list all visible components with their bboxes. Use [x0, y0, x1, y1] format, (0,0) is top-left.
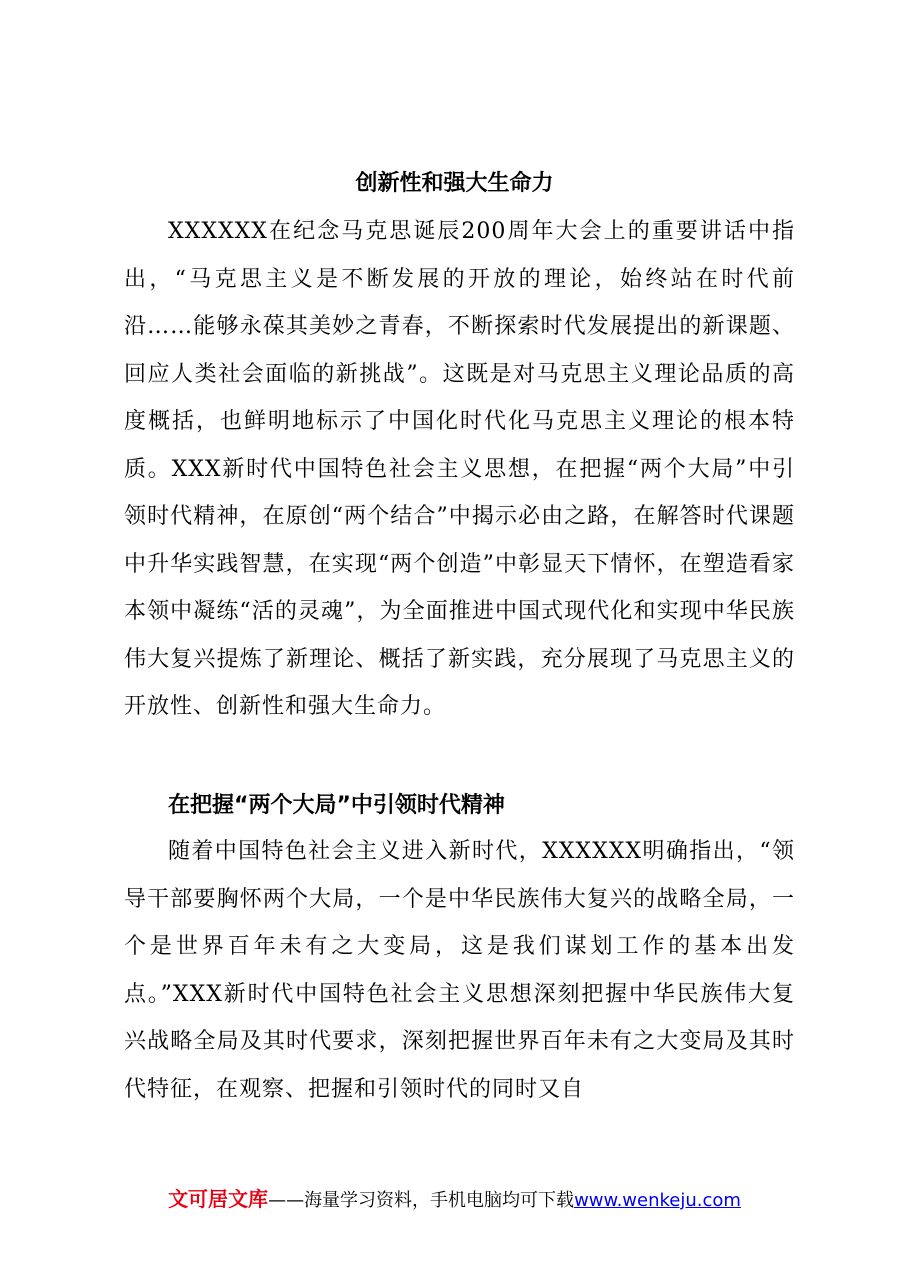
footer-brand: 文可居文库	[168, 1187, 269, 1211]
footer-tagline: ——海量学习资料，手机电脑均可下载	[268, 1190, 575, 1211]
body-paragraph-1: XXXXXX在纪念马克思诞辰200周年大会上的重要讲话中指出，“马克思主义是不断发展的开放的理论，始终站在时代前沿……能够永葆其美妙之青春，不断探索时代发展提出的新课题、回应人类社会面临的新挑战”。这既是对马克思主义理论品质的高度概括，也鲜明地标示了中国化时代化马克思主义理论的根本特质。XXX新时代中国特色社会主义思想，在把握“两个大局”中引领时代精神，在原创“两个结合”中揭示必由之路，在解答时代课题中升华实践智慧，在实现“两个创造”中彰显天下情怀，在塑造看家本领中凝练“活的灵魂”，为全面推进中国式现代化和实现中华民族伟大复兴提炼了新理论、概括了新实践，充分展现了马克思主义的开放性、创新性和强大生命力。	[124, 219, 795, 719]
footer-link[interactable]: www.wenkeju.com	[574, 1190, 741, 1211]
document-title: 创新性和强大生命力	[355, 170, 554, 196]
page-footer	[0, 1183, 909, 1212]
section-heading: 在把握“两个大局”中引领时代精神	[168, 793, 505, 818]
body-paragraph-2: 随着中国特色社会主义进入新时代，XXXXXX明确指出，“领导干部要胸怀两个大局，一个是中华民族伟大复兴的战略全局，一个是世界百年未有之大变局，这是我们谋划工作的基本出发点。”XXX新时代中国特色社会主义思想深刻把握中华民族伟大复兴战略全局及其时代要求，深刻把握世界百年未有之大变局及其时代特征，在观察、把握和引领时代的同时又自	[124, 839, 795, 1102]
